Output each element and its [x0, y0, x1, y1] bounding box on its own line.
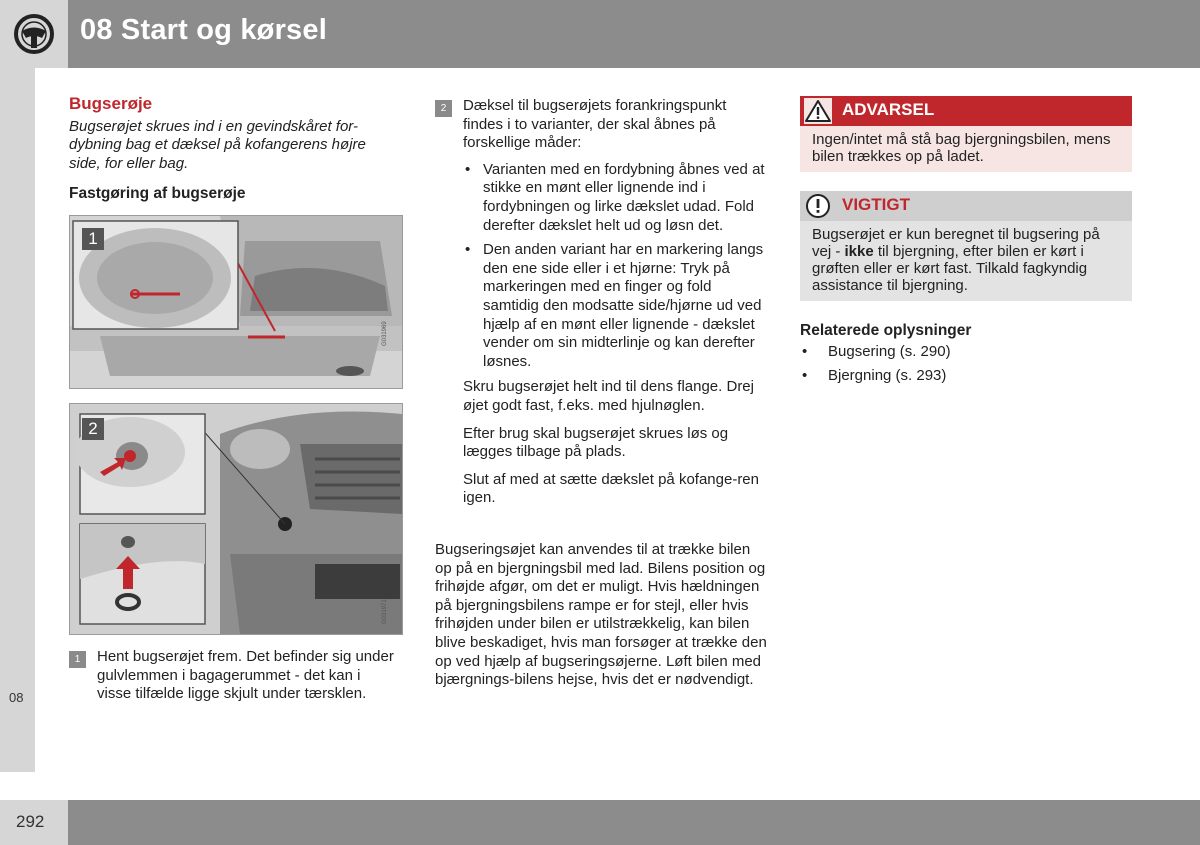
important-header [800, 191, 1132, 221]
important-text-part: til bjergning, efter bilen er kørt i grøften eller er kørt fast. Tilkald fagkyndig assistance til bjergning. [812, 243, 1088, 294]
step2-text: Dæksel til bugserøjets forankringspunkt findes i to varianter, der skal åbnes på forskellige måder: [463, 97, 727, 152]
figure2-code: G031971 [382, 599, 388, 624]
bullet-text: Den anden variant har en markering langs den ene side eller i et hjørne: Tryk på markeringen med en finger og fold samtidig den modsatte side/hjørne ud ved hjælp af en mønt eller lignende - dækslet vender om sin midterlinje og kan derefter løsnes. [483, 241, 764, 370]
step1-text: Hent bugserøjet frem. Det befinder sig under gulvlemmen i bagagerummet - det kan i visse tilfælde ligge skjult under tærsklen. [97, 648, 394, 703]
warning-text: Ingen/intet må stå bag bjergningsbilen, mens bilen trækkes op på ladet. [812, 131, 1111, 165]
bullet-dot: • [802, 342, 808, 360]
important-title: VIGTIGT [842, 195, 910, 214]
figure1-code: G031969 [382, 321, 388, 346]
chapter-side-tab-label: 08 [9, 690, 24, 705]
important-box [800, 191, 1132, 301]
exclamation-circle-icon [804, 193, 832, 219]
bullet-dot: • [465, 241, 471, 259]
related-link[interactable] [800, 343, 1132, 362]
important-text-emphasis: ikke [844, 243, 874, 260]
bullet-text: Varianten med en fordybning åbnes ved at stikke en mønt eller lignende ind i fordybningen og lirke dækslet udad. Fold derefter dækslet helt ud og løsn det. [483, 160, 765, 234]
chapter-title: 08 Start og kørsel [80, 14, 327, 46]
related-section [800, 322, 1132, 386]
paragraph: Efter brug skal bugserøjet skrues løs og lægges tilbage på plads. [463, 424, 729, 461]
warning-header [800, 96, 1132, 126]
bullet-item [463, 241, 766, 371]
important-text [800, 221, 1132, 301]
middle-paragraph-block [435, 541, 768, 690]
warning-box [800, 96, 1132, 172]
warning-triangle-icon [804, 98, 832, 124]
subheading-attach: Fastgøring af bugserøje [69, 185, 246, 203]
middle-step-block [463, 97, 766, 508]
bumper-illustration [70, 404, 402, 634]
related-link-text[interactable]: Bjergning (s. 293) [828, 367, 947, 385]
warning-title: ADVARSEL [842, 100, 935, 119]
figure1-callout: 1 [82, 228, 104, 250]
chapter-icon-box [0, 0, 68, 68]
footer-bar [68, 800, 1200, 845]
page-number: 292 [16, 812, 45, 831]
related-heading: Relaterede oplysninger [800, 322, 972, 339]
bullet-dot: • [802, 367, 808, 385]
bullet-dot: • [465, 160, 471, 178]
section-intro: Bugserøjet skrues ind i en gevindskåret for-dybning bag et dæksel på kofangerens højre side, for eller bag. [69, 117, 366, 172]
step2-badge: 2 [435, 100, 452, 117]
figure2-callout: 2 [82, 418, 104, 440]
paragraph: Skru bugserøjet helt ind til dens flange. Drej øjet godt fast, f.eks. med hjulnøglen. [463, 378, 754, 414]
bullet-item [463, 161, 766, 235]
figure-trunk [69, 215, 403, 389]
important-text-part: Bugserøjet er kun beregnet til bugsering på vej - [812, 226, 1100, 260]
paragraph: Bugseringsøjet kan anvendes til at trække bilen op på en bjergningsbil med lad. Bilens position og frihøjde afgør, om det er muligt. Hvis hældningen på bjergningsbilens rampe er for stejl, eller hvis frihøjden under bilen er utilstrækkelig, kan bilen blive beskadiget, hvis man forsøger at trække den op ved hjælp af bugseringsøjerne. Løft bilen med bjærgnings-bilens hejse, hvis det er nødvendigt. [435, 541, 767, 689]
left-column [69, 95, 399, 204]
related-link-text[interactable]: Bugsering (s. 290) [828, 342, 951, 360]
figure-bumper [69, 403, 403, 635]
paragraph: Slut af med at sætte dækslet på kofange-ren igen. [463, 470, 759, 507]
step1-badge: 1 [69, 651, 86, 668]
chapter-side-tab [0, 68, 35, 772]
related-link[interactable] [800, 367, 1132, 386]
section-title: Bugserøje [69, 94, 153, 113]
trunk-illustration [70, 216, 402, 388]
steering-wheel-icon [0, 0, 68, 68]
